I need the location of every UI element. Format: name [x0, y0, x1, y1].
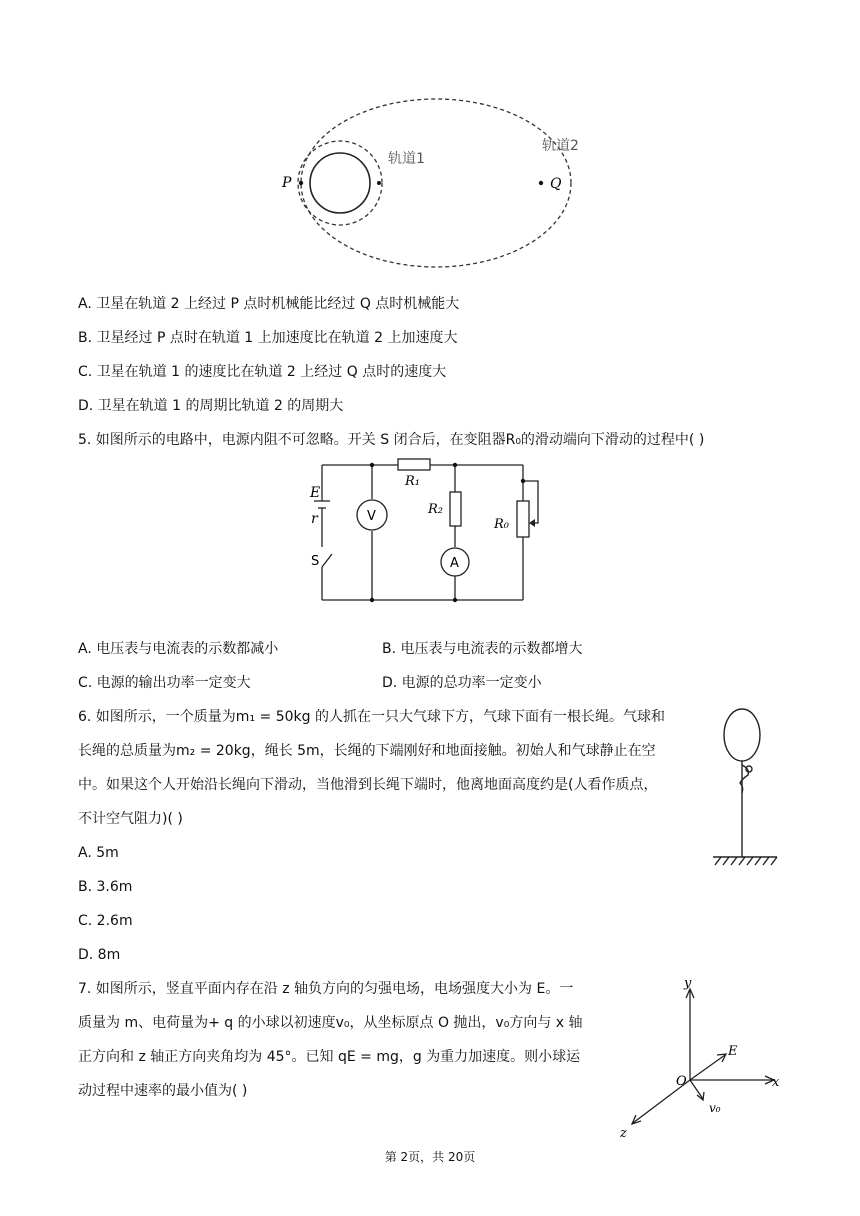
label-P: P: [282, 175, 292, 191]
q7-stem-line-4: 动过程中速率的最小值为( ): [78, 1083, 248, 1099]
axis-label-x: x: [772, 1075, 780, 1090]
q7-stem-line-1: 7. 如图所示，竖直平面内存在沿 z 轴负方向的匀强电场，电场强度大小为 E。一: [78, 981, 574, 997]
q5-option-a: A. 电压表与电流表的示数都减小: [78, 641, 279, 657]
axis-label-z: z: [620, 1126, 627, 1140]
point-Q: [539, 181, 543, 185]
axis-label-y: y: [684, 976, 692, 991]
label-R1: R₁: [405, 474, 420, 489]
q6-option-c: C. 2.6m: [78, 913, 133, 929]
label-orbit-1: 轨道1: [388, 151, 425, 167]
q4-option-a: A. 卫星在轨道 2 上经过 P 点时机械能比经过 Q 点时机械能大: [78, 296, 460, 312]
label-S: S: [311, 554, 320, 569]
label-R2: R₂: [428, 502, 443, 517]
q6-stem-line-3: 中。如果这个人开始沿长绳向下滑动，当他滑到长绳下端时，他离地面高度约是(人看作质点，: [78, 777, 658, 793]
label-R0: R₀: [494, 517, 509, 532]
q5-option-d: D. 电源的总功率一定变小: [382, 675, 542, 691]
page-footer: 第 2页，共 20页: [384, 1150, 476, 1164]
label-V: V: [367, 509, 376, 524]
q5-stem: 5. 如图所示的电路中，电源内阻不可忽略。开关 S 闭合后，在变阻器R₀的滑动端向下滑动的过程中( ): [78, 432, 705, 448]
q4-option-c: C. 卫星在轨道 1 的速度比在轨道 2 上经过 Q 点时的速度大: [78, 364, 447, 380]
q4-option-b: B. 卫星经过 P 点时在轨道 1 上加速度比在轨道 2 上加速度大: [78, 330, 458, 346]
axes-figure: [615, 975, 785, 1140]
label-E: E: [310, 485, 321, 501]
q7-stem-line-3: 正方向和 z 轴正方向夹角均为 45°。已知 qE = mg，g 为重力加速度。则小球运: [78, 1049, 581, 1065]
q5-option-b: B. 电压表与电流表的示数都增大: [382, 641, 583, 657]
q6-stem-line-4: 不计空气阻力)( ): [78, 811, 183, 827]
q6-stem-line-1: 6. 如图所示，一个质量为m₁ = 50kg 的人抓在一只大气球下方，气球下面有一根长绳。气球和: [78, 709, 665, 725]
q5-option-c: C. 电源的输出功率一定变大: [78, 675, 251, 691]
orbit-figure: [270, 95, 600, 275]
label-A: A: [450, 556, 459, 571]
field-label-E: E: [728, 1044, 738, 1059]
orbit-2: [301, 99, 571, 267]
q7-stem-line-2: 质量为 m、电荷量为+ q 的小球以初速度v₀，从坐标原点 O 抛出，v₀方向与 x 轴: [78, 1015, 583, 1031]
circuit-figure: [300, 455, 540, 610]
q6-option-d: D. 8m: [78, 947, 121, 963]
label-r: r: [311, 511, 318, 527]
q6-option-a: A. 5m: [78, 845, 119, 861]
origin-label-O: O: [676, 1074, 687, 1089]
q6-option-b: B. 3.6m: [78, 879, 133, 895]
q4-option-d: D. 卫星在轨道 1 的周期比轨道 2 的周期大: [78, 398, 344, 414]
label-Q: Q: [550, 176, 562, 192]
balloon-figure: [705, 705, 785, 870]
planet: [310, 153, 370, 213]
point-P: [299, 181, 303, 185]
q6-stem-line-2: 长绳的总质量为m₂ = 20kg，绳长 5m，长绳的下端刚好和地面接触。初始人和气球静止在空: [78, 743, 656, 759]
label-orbit-2: 轨道2: [542, 138, 579, 154]
velocity-label-v0: v₀: [709, 1101, 721, 1115]
